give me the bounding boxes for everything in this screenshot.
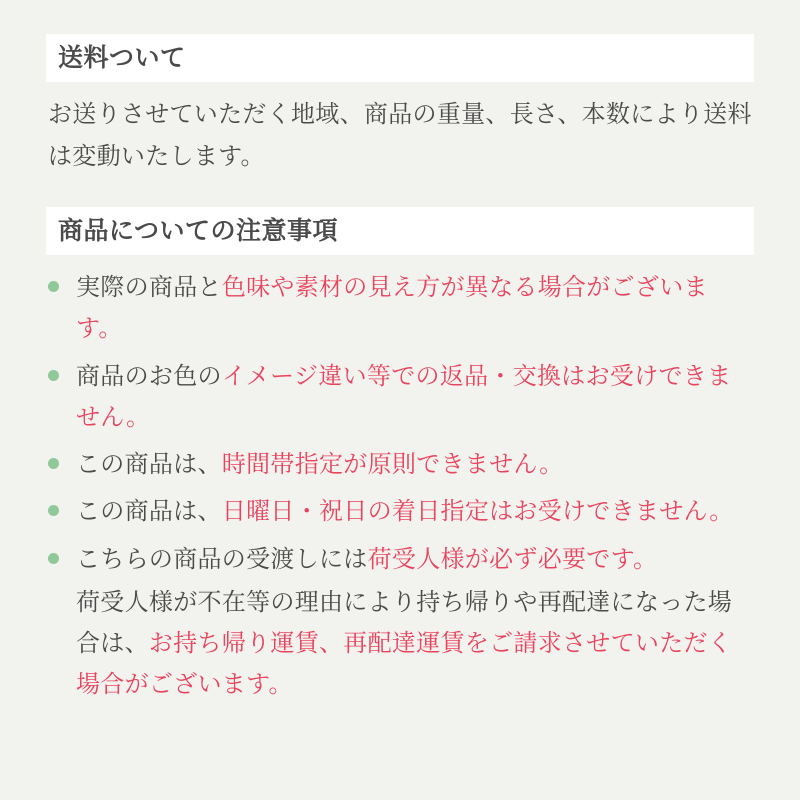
bullet-icon xyxy=(48,553,59,564)
bullet-icon xyxy=(48,505,59,516)
list-item xyxy=(46,444,754,485)
bullet-icon xyxy=(48,370,59,381)
note-subtext-plain: 荷受人様が不在等の理由により持ち帰りや再配達になった場合は、 xyxy=(76,588,733,658)
note-text-highlight: 色味や素材の見え方が異なる場合がございます。 xyxy=(76,274,708,343)
bullet-icon xyxy=(48,458,59,469)
product-notes-list xyxy=(46,267,754,706)
list-item xyxy=(46,356,754,439)
list-item xyxy=(46,491,754,532)
note-subtext xyxy=(76,582,754,706)
note-subtext-highlight: お持ち帰り運賃、再配達運賃をご請求させていただく場合がございます。 xyxy=(76,630,733,699)
note-text-highlight: 時間帯指定が原則できません。 xyxy=(221,451,564,479)
note-text-highlight: 荷受人様が必ず必要です。 xyxy=(367,545,658,573)
shipping-description: お送りさせていただく地域、商品の重量、長さ、本数により送料は変動いたします。 xyxy=(48,101,752,170)
bullet-icon xyxy=(48,281,59,292)
note-text-plain: 実際の商品と xyxy=(76,274,222,302)
note-text-plain: こちらの商品の受渡しには xyxy=(76,545,368,573)
list-item xyxy=(46,539,754,706)
product-notes-section-heading: 商品についての注意事項 xyxy=(46,207,754,255)
list-item xyxy=(46,267,754,350)
note-text-plain: この商品は、 xyxy=(76,451,222,479)
note-text-plain: この商品は、 xyxy=(76,498,222,526)
note-text-highlight: 日曜日・祝日の着日指定はお受けできません。 xyxy=(221,498,734,526)
note-text-highlight: イメージ違い等での返品・交換はお受けできません。 xyxy=(76,362,732,431)
note-text-plain: 商品のお色の xyxy=(76,362,222,390)
shipping-section-heading: 送料ついて xyxy=(46,34,754,82)
